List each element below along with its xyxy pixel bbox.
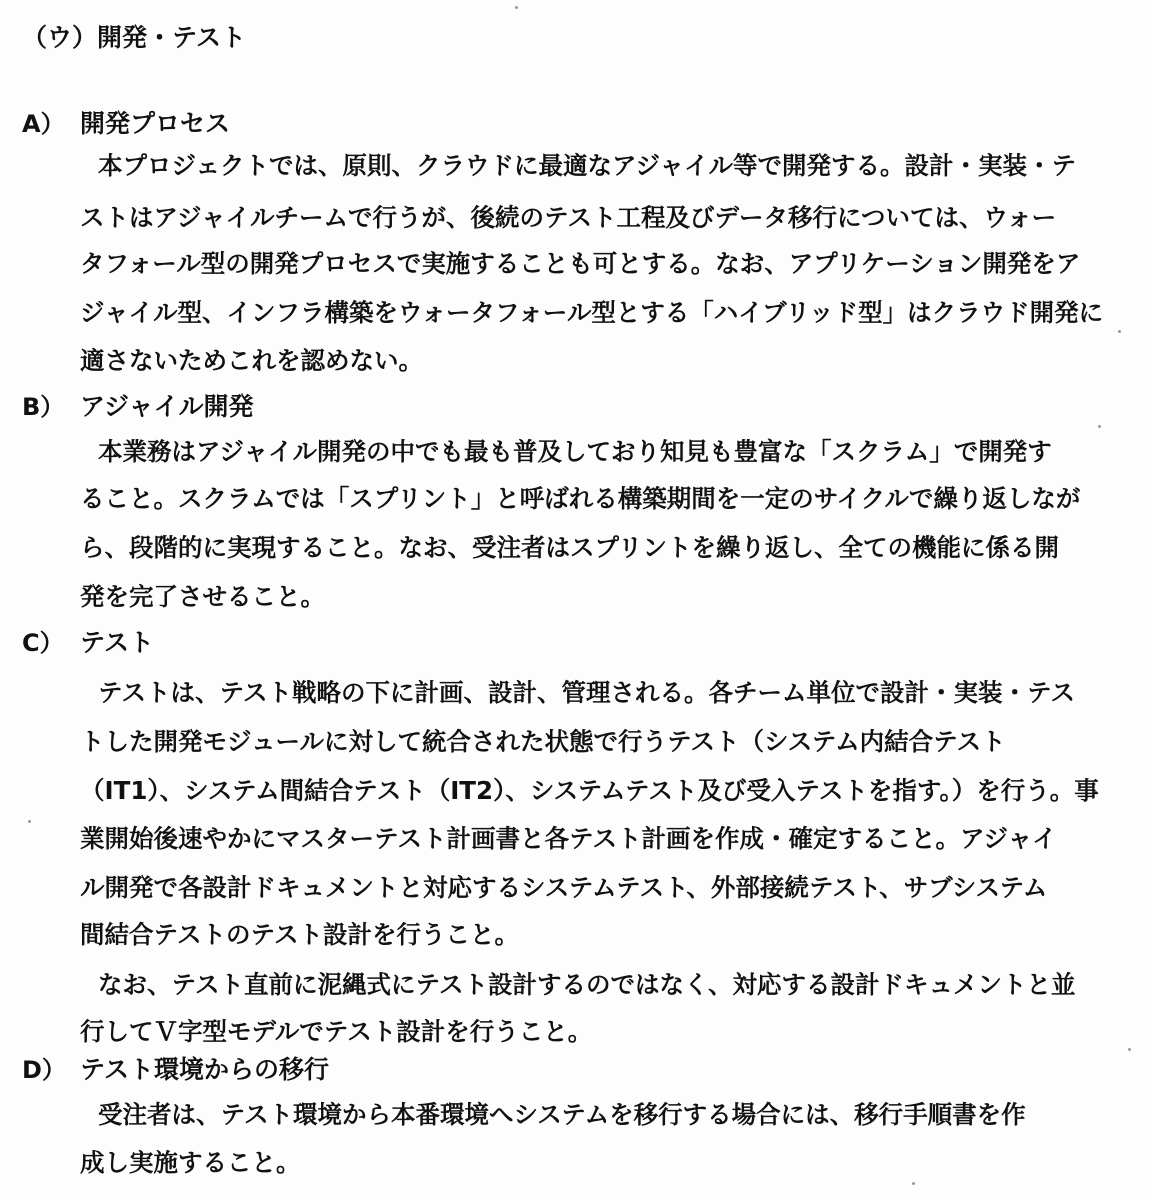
section-a-header [0, 104, 1153, 144]
section-c-line: 行してＶ字型モデルでテスト設計を行うこと。 [80, 1017, 593, 1046]
section-b-line: 発を完了させること。 [80, 582, 325, 611]
section-d-line: 受注者は、テスト環境から本番環境へシステムを移行する場合には、移行手順書を作 [98, 1100, 1026, 1129]
section-b-line: ること。スクラムでは「スプリント」と呼ばれる構築期間を一定のサイクルで繰り返しなが [80, 484, 1081, 513]
section-a-line: タフォール型の開発プロセスで実施することも可とする。なお、アプリケーション開発をア [80, 249, 1081, 278]
section-d-title: テスト環境からの移行 [80, 1055, 330, 1084]
section-c-header [0, 623, 1153, 663]
section-b-letter: B） [22, 393, 65, 421]
section-c-letter: C） [22, 629, 64, 657]
section-b-line: ら、段階的に実現すること。なお、受注者はスプリントを繰り返し、全ての機能に係る開 [80, 533, 1060, 562]
section-c-line: （IT1）、システム間結合テスト（IT2）、システムテスト及び受入テストを指す。）を行う。事 [80, 776, 1099, 805]
section-c-line: なお、テスト直前に泥縄式にテスト設計するのではなく、対応する設計ドキュメントと並 [98, 970, 1076, 999]
section-b-title: アジャイル開発 [80, 392, 254, 421]
scan-speck [28, 820, 31, 823]
section-b-line: 本業務はアジャイル開発の中でも最も普及しており知見も豊富な「スクラム」で開発す [98, 437, 1052, 466]
section-c-line: 業開始後速やかにマスターテスト計画書と各テスト計画を作成・確定すること。アジャイ [80, 824, 1057, 853]
section-a-line: 本プロジェクトでは、原則、クラウドに最適なアジャイル等で開発する。設計・実装・テ [98, 151, 1077, 180]
scan-speck [515, 6, 518, 9]
section-c-line: トした開発モジュールに対して統合された状態で行うテスト（システム内結合テスト [80, 727, 1006, 756]
section-c-line: ル開発で各設計ドキュメントと対応するシステムテスト、外部接続テスト、サブシステム [80, 873, 1048, 902]
section-heading: （ウ）開発・テスト [22, 23, 247, 52]
section-a-line: ジャイル型、インフラ構築をウォータフォール型とする「ハイブリッド型」はクラウド開発に [80, 298, 1104, 327]
section-a-line: ストはアジャイルチームで行うが、後続のテスト工程及びデータ移行については、ウォー [80, 203, 1057, 232]
section-a-line: 適さないためこれを認めない。 [80, 346, 423, 375]
section-d-header [0, 1050, 1153, 1090]
section-d-letter: D） [22, 1056, 66, 1084]
section-d-line: 成し実施すること。 [80, 1148, 301, 1177]
section-c-title: テスト [80, 628, 155, 657]
section-b-header [0, 387, 1153, 427]
section-a-title: 開発プロセス [80, 109, 231, 138]
section-c-line: テストは、テスト戦略の下に計画、設計、管理される。各チーム単位で設計・実装・テス [98, 678, 1076, 707]
scan-speck [1098, 425, 1101, 428]
scan-speck [1128, 1048, 1131, 1051]
section-a-letter: A） [22, 110, 65, 138]
scan-speck [912, 1182, 915, 1185]
scan-speck [1118, 330, 1121, 333]
section-c-line: 間結合テストのテスト設計を行うこと。 [80, 920, 520, 949]
